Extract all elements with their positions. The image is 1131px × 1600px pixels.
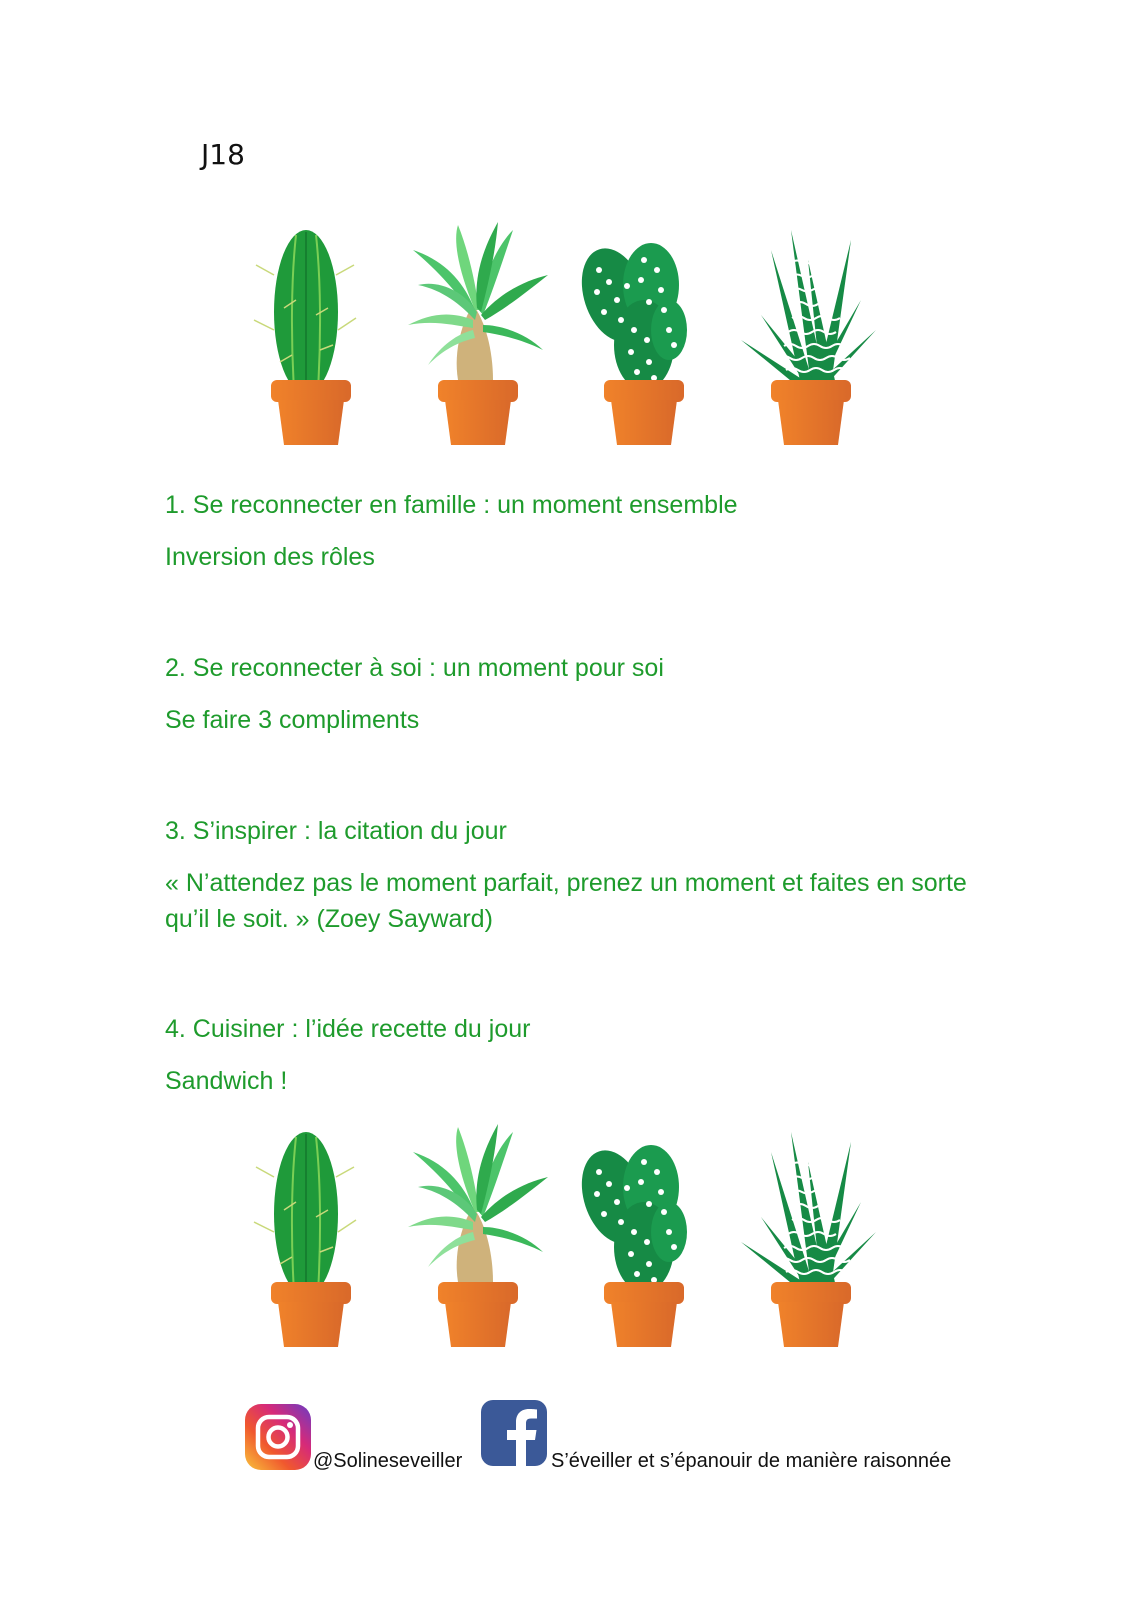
section-body: Sandwich ! bbox=[165, 1067, 288, 1095]
facebook-page-name[interactable]: S’éveiller et s’épanouir de manière raisonnée bbox=[551, 1450, 952, 1472]
section-recipe bbox=[165, 1011, 985, 1099]
yucca-icon bbox=[403, 220, 553, 450]
aloe-icon bbox=[736, 1122, 886, 1352]
cactus-icon bbox=[236, 220, 386, 450]
plant-illustrations-top bbox=[236, 220, 886, 450]
social-footer bbox=[245, 1404, 1005, 1479]
instagram-handle[interactable]: @Solineseveiller bbox=[313, 1450, 463, 1472]
page-label: J18 bbox=[201, 138, 245, 171]
instagram-icon[interactable] bbox=[245, 1404, 311, 1470]
section-body: Se faire 3 compliments bbox=[165, 706, 420, 734]
spotted-cactus-icon bbox=[569, 220, 719, 450]
section-quote bbox=[165, 813, 985, 937]
section-body: Inversion des rôles bbox=[165, 543, 375, 571]
section-heading: 4. Cuisiner : l’idée recette du jour bbox=[165, 1015, 531, 1043]
facebook-icon[interactable] bbox=[481, 1400, 547, 1466]
plant-illustrations-bottom bbox=[236, 1122, 886, 1352]
spotted-cactus-icon bbox=[569, 1122, 719, 1352]
cactus-icon bbox=[236, 1122, 386, 1352]
section-heading: 1. Se reconnecter en famille : un moment ensemble bbox=[165, 491, 738, 519]
quote-text: « N’attendez pas le moment parfait, prenez un moment et faites en sorte qu’il le soit. » (Zoey Sayward) bbox=[165, 869, 967, 933]
section-self bbox=[165, 650, 985, 738]
yucca-icon bbox=[403, 1122, 553, 1352]
section-heading: 3. S’inspirer : la citation du jour bbox=[165, 817, 507, 845]
section-heading: 2. Se reconnecter à soi : un moment pour soi bbox=[165, 654, 664, 682]
aloe-icon bbox=[736, 220, 886, 450]
section-family bbox=[165, 487, 985, 575]
